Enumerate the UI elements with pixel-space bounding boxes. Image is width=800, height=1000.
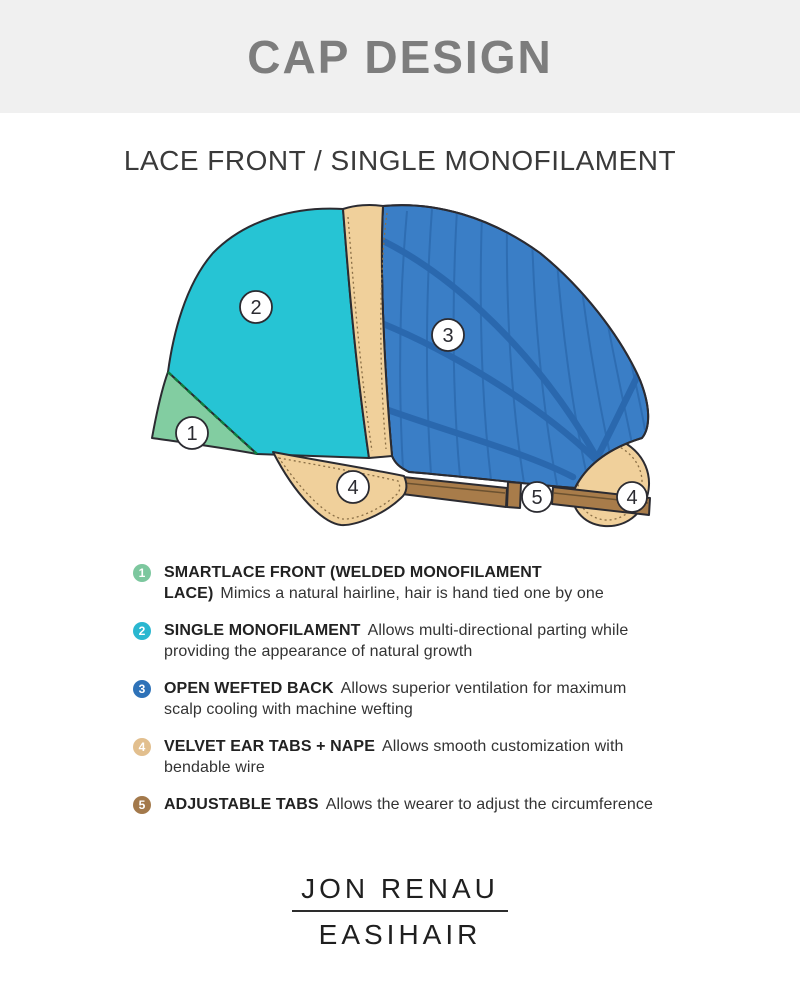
legend-badge-4: 4 [133, 738, 151, 756]
svg-text:1: 1 [186, 423, 198, 445]
legend-item-wefted-back [133, 678, 653, 720]
brand-easihair: EASIHAIR [318, 919, 482, 950]
brand-footer [0, 872, 800, 952]
legend-badge-1: 1 [133, 564, 151, 582]
cap-subtitle: LACE FRONT / SINGLE MONOFILAMENT [123, 145, 677, 176]
svg-text:3: 3 [442, 325, 454, 347]
callout-single-monofilament [240, 291, 272, 323]
brand-divider [292, 910, 508, 912]
legend-item-monofilament [133, 620, 653, 662]
svg-text:4: 4 [626, 487, 638, 509]
legend-item-ear-tabs [133, 736, 653, 778]
svg-text:5: 5 [531, 487, 543, 509]
callout-adjustable-tab [522, 482, 552, 512]
legend-text-3: OPEN WEFTED BACK Allows superior ventilation for maximum scalp cooling with machine wefting [164, 680, 627, 718]
legend-text-2: SINGLE MONOFILAMENT Allows multi-directional parting while providing the appearance of natural growth [164, 622, 629, 660]
callout-nape-right [617, 482, 647, 512]
svg-text:2: 2 [250, 297, 262, 319]
legend-text-4: VELVET EAR TABS + NAPE Allows smooth customization with bendable wire [164, 738, 624, 776]
callout-smartlace-front [176, 417, 208, 449]
wig-cap-diagram [145, 195, 665, 540]
callout-ear-tab-left [337, 471, 369, 503]
callout-open-wefted-back [432, 319, 464, 351]
legend [133, 562, 653, 831]
brand-jon-renau: JON RENAU [301, 873, 499, 904]
header-band [0, 0, 800, 113]
legend-item-adjustable-tabs [133, 794, 653, 815]
legend-text-1: SMARTLACE FRONT (WELDED MONOFILAMENT LACE) Mimics a natural hairline, hair is hand tied one by one [164, 564, 604, 602]
legend-badge-3: 3 [133, 680, 151, 698]
page-title: CAP DESIGN [247, 30, 553, 83]
legend-badge-2: 2 [133, 622, 151, 640]
legend-item-smartlace [133, 562, 653, 604]
svg-text:4: 4 [347, 477, 359, 499]
legend-text-5: ADJUSTABLE TABS Allows the wearer to adjust the circumference [164, 796, 653, 813]
legend-badge-5: 5 [133, 796, 151, 814]
